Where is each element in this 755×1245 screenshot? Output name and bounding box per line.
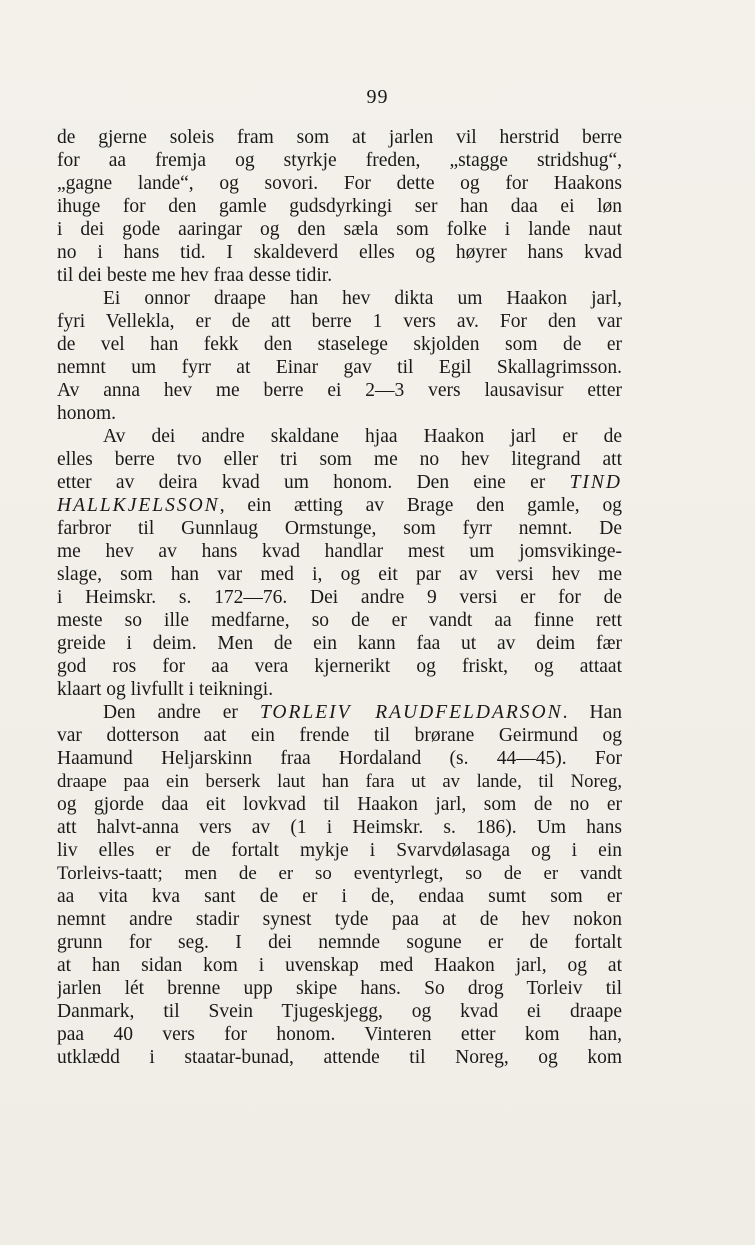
text-line [57, 494, 622, 517]
text-line: Av anna hev me berre ei 2—3 vers lausavisur etter [57, 380, 622, 401]
text-line: nemnt andre stadir synest tyde paa at de hev nokon [57, 909, 622, 930]
text-line: var dotterson aat ein frende til brørane Geirmund og [57, 725, 622, 746]
text-line: greide i deim. Men de ein kann faa ut av deim fær [57, 633, 622, 654]
text-line: nemnt um fyrr at Einar gav til Egil Skallagrimsson. [57, 357, 622, 378]
text-line: til dei beste me hev fraa desse tidir. [57, 265, 333, 286]
text-line: Torleivs-taatt; men de er so eventyrlegt, so de er vandt [57, 863, 622, 884]
text-line: for aa fremja og styrkje freden, „stagge stridshug“, [57, 150, 622, 171]
text-line: utklædd i staatar-bunad, attende til Noreg, og kom [57, 1047, 622, 1068]
text-line: i dei gode aaringar og den sæla som folke i lande naut [57, 219, 622, 240]
line-text: Den andre er [103, 702, 238, 723]
text-line: Haamund Heljarskinn fraa Hordaland (s. 44—45). For [57, 748, 622, 769]
text-line: fyri Vellekla, er de att berre 1 vers av. For den var [57, 311, 622, 332]
line-text: . Han [562, 702, 622, 723]
text-line: paa 40 vers for honom. Vinteren etter kom han, [57, 1024, 622, 1045]
text-line: jarlen lét brenne upp skipe hans. So drog Torleiv til [57, 978, 622, 999]
person-name: TORLEIV RAUDFELDARSON [259, 702, 563, 723]
text-line: honom. [57, 403, 117, 424]
text-line [57, 471, 622, 494]
text-line: elles berre tvo eller tri som me no hev litegrand att [57, 449, 622, 470]
text-line: aa vita kva sant de er i de, endaa sumt som er [57, 886, 622, 907]
text-line: i Heimskr. s. 172—76. Dei andre 9 versi er for de [57, 587, 622, 608]
person-name: TIND [569, 472, 622, 493]
text-line: Av dei andre skaldane hjaa Haakon jarl er de [103, 426, 622, 447]
text-line: og gjorde daa eit lovkvad til Haakon jarl, som de no er [57, 794, 622, 815]
line-text: etter av deira kvad um honom. Den eine er [57, 472, 546, 493]
text-line: „gagne lande“, og sovori. For dette og for Haakons [57, 173, 622, 194]
text-line: slage, som han var med i, og eit par av versi hev me [57, 564, 622, 585]
text-line: grunn for seg. I dei nemnde sogune er de fortalt [57, 932, 622, 953]
text-line: liv elles er de fortalt mykje i Svarvdølasaga og i ein [57, 840, 622, 861]
text-line [57, 701, 622, 724]
text-line: Danmark, til Svein Tjugeskjegg, og kvad ei draape [57, 1001, 622, 1022]
line-text: , ein ætting av Brage den gamle, og [219, 495, 622, 516]
text-line: god ros for aa vera kjernerikt og friskt, og attaat [57, 656, 622, 677]
text-line: de gjerne soleis fram som at jarlen vil herstrid berre [57, 127, 622, 148]
text-line: de vel han fekk den staselege skjolden som de er [57, 334, 622, 355]
body-text [57, 126, 622, 1069]
text-line: klaart og livfullt i teikningi. [57, 679, 274, 700]
text-line: no i hans tid. I skaldeverd elles og høyrer hans kvad [57, 242, 622, 263]
text-line: draape paa ein berserk laut han fara ut av lande, til Noreg, [57, 771, 622, 792]
text-line: me hev av hans kvad handlar mest um jomsvikinge- [57, 541, 622, 562]
text-line: ihuge for den gamle gudsdyrkingi ser han daa ei løn [57, 196, 622, 217]
text-line: meste so ille medfarne, so de er vandt aa finne rett [57, 610, 622, 631]
text-line: Ei onnor draape han hev dikta um Haakon jarl, [103, 288, 622, 309]
text-line: farbror til Gunnlaug Ormstunge, som fyrr nemnt. De [57, 518, 622, 539]
person-name: HALLKJELSSON [57, 495, 220, 516]
page-number: 99 [366, 86, 389, 108]
text-line: att halvt-anna vers av (1 i Heimskr. s. 186). Um hans [57, 817, 622, 838]
text-line: at han sidan kom i uvenskap med Haakon jarl, og at [57, 955, 622, 976]
